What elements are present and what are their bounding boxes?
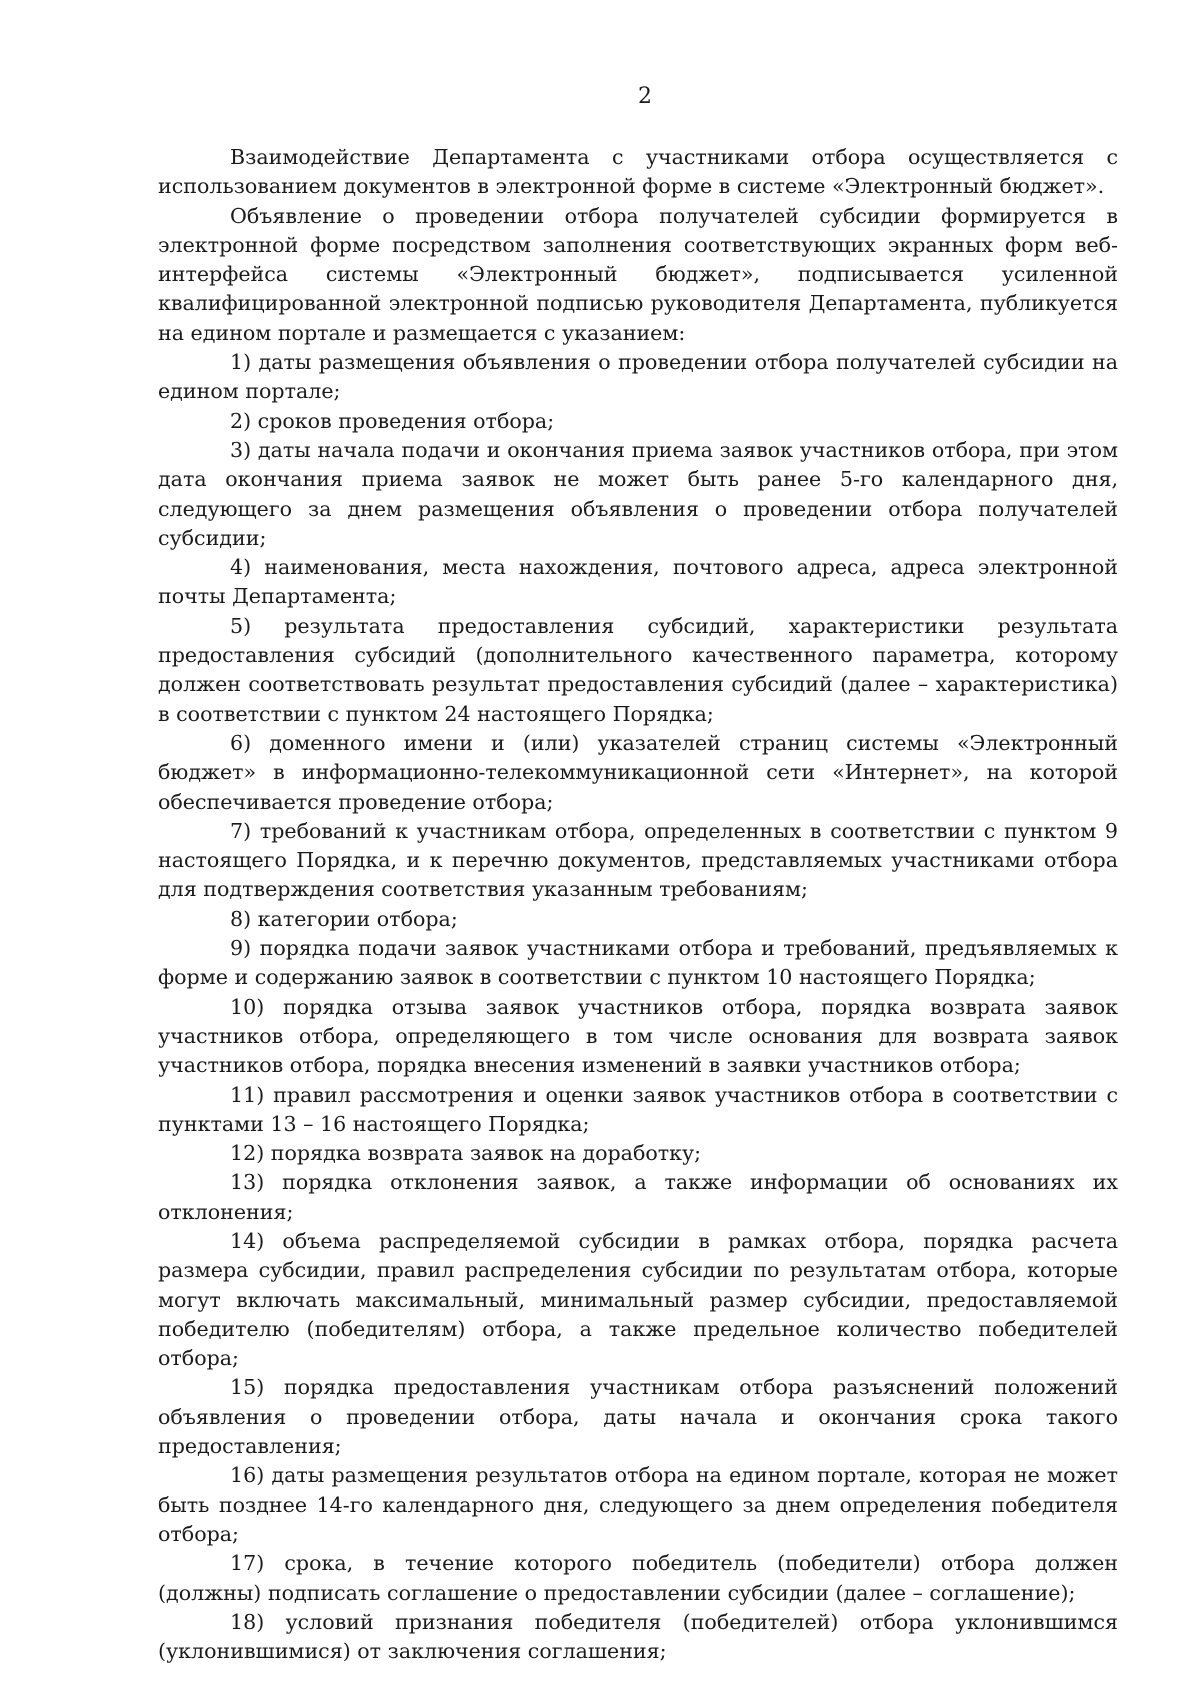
list-item-5: 5) результата предоставления субсидий, характеристики результата предоставления субсидий (дополнительного качественного параметра, которому должен соответствовать результат предоставления субсидий (далее – характеристика) в соответствии с пунктом 24 настоящего Порядка; <box>158 613 1118 726</box>
list-item-18: 18) условий признания победителя (победителей) отбора уклонившимся (уклонившимися) от заключения соглашения; <box>158 1609 1118 1664</box>
paragraph-interaction: Взаимодействие Департамента с участниками отбора осуществляется с использованием документов в электронной форме в системе «Электронный бюджет». <box>158 145 1118 199</box>
list-item-16: 16) даты размещения результатов отбора на едином портале, которая не может быть позднее 14-го календарного дня, следующего за днем определения победителя отбора; <box>158 1463 1118 1546</box>
list-item-15: 15) порядка предоставления участникам отбора разъяснений положений объявления о проведении отбора, даты начала и окончания срока такого предоставления; <box>158 1375 1118 1459</box>
list-item-17: 17) срока, в течение которого победитель (победители) отбора должен (должны) подписать соглашение о предоставлении субсидии (далее – соглашение); <box>158 1551 1118 1605</box>
list-item-6: 6) доменного имени и (или) указателей страниц системы «Электронный бюджет» в информационно-телекоммуникационной сети «Интернет», на которой обеспечивается проведение отбора; <box>158 730 1118 814</box>
list-item-10: 10) порядка отзыва заявок участников отбора, порядка возврата заявок участников отбора, определяющего в том числе основания для возврата заявок участников отбора, порядка внесения изменений в заявки участников отбора; <box>158 994 1118 1078</box>
page-number: 2 <box>638 84 652 109</box>
list-item-12: 12) порядка возврата заявок на доработку; <box>230 1141 702 1166</box>
list-item-11: 11) правил рассмотрения и оценки заявок участников отбора в соответствии с пунктами 13 – 16 настоящего Порядка; <box>158 1082 1118 1136</box>
paragraph-announcement: Объявление о проведении отбора получателей субсидии формируется в электронной форме посредством заполнения соответствующих экранных форм веб-интерфейса системы «Электронный бюджет», подписывается усиленной квалифицированной электронной подписью руководителя Департамента, публикуется на едином портале и размещается с указанием: <box>158 203 1118 345</box>
list-item-3: 3) даты начала подачи и окончания приема заявок участников отбора, при этом дата окончания приема заявок не может быть ранее 5-го календарного дня, следующего за днем размещения объявления о проведении отбора получателей субсидии; <box>158 437 1118 550</box>
document-body <box>158 143 1118 1666</box>
list-item-4: 4) наименования, места нахождения, почтового адреса, адреса электронной почты Департамента; <box>158 555 1118 609</box>
list-item-9: 9) порядка подачи заявок участниками отбора и требований, предъявляемых к форме и содержанию заявок в соответствии с пунктом 10 настоящего Порядка; <box>158 936 1118 990</box>
list-item-2: 2) сроков проведения отбора; <box>230 408 555 433</box>
list-item-7: 7) требований к участникам отбора, определенных в соответствии с пунктом 9 настоящего Порядка, и к перечню документов, представляемых участниками отбора для подтверждения соответствия указанным требованиям; <box>158 818 1118 902</box>
list-item-14: 14) объема распределяемой субсидии в рамках отбора, порядка расчета размера субсидии, правил распределения субсидии по результатам отбора, которые могут включать максимальный, минимальный размер субсидии, предоставляемой победителю (победителям) отбора, а также предельное количество победителей отбора; <box>158 1228 1118 1371</box>
list-item-13: 13) порядка отклонения заявок, а также информации об основаниях их отклонения; <box>158 1170 1118 1224</box>
list-item-1: 1) даты размещения объявления о проведении отбора получателей субсидии на едином портале; <box>158 350 1118 404</box>
list-item-8: 8) категории отбора; <box>230 906 458 931</box>
